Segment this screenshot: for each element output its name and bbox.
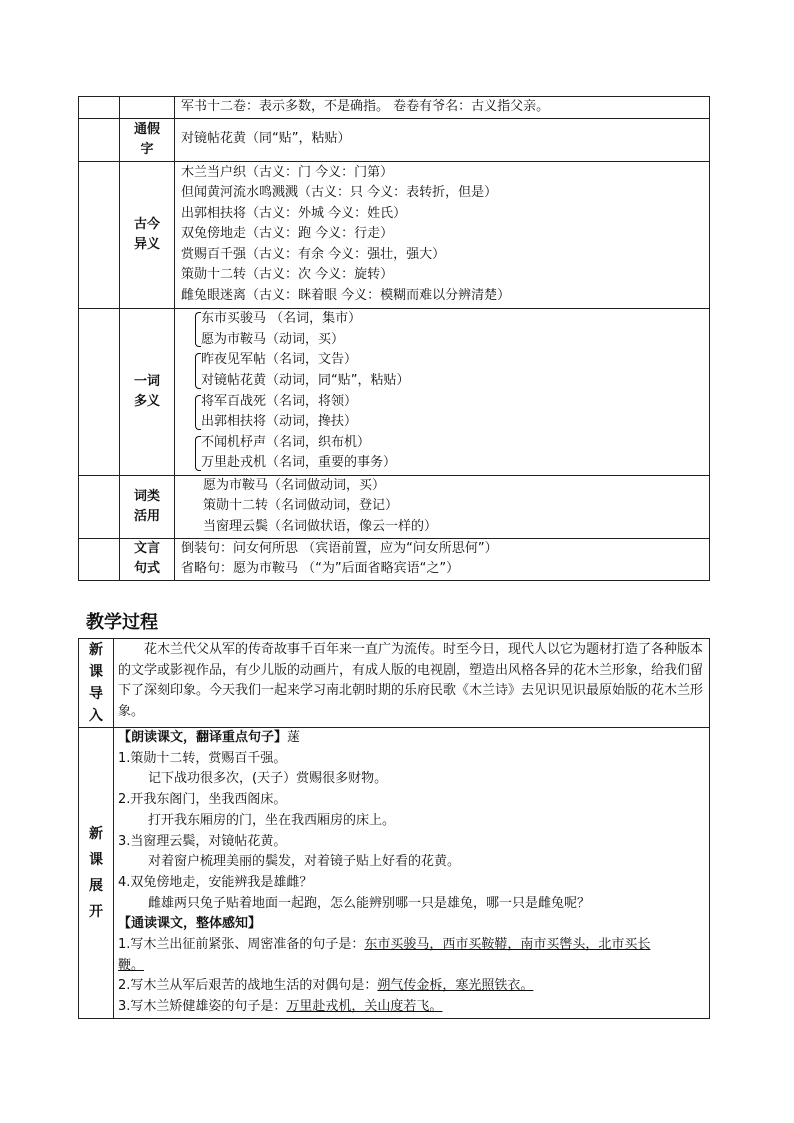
brace-icon — [195, 395, 201, 430]
meaning-line: 出郭相扶将（动词，搀扶） — [201, 414, 358, 430]
summary-answer: 鞭。 — [118, 957, 145, 973]
question-line: 2.开我东阁门，坐我西阁床。 — [118, 792, 287, 808]
develop-label: 新课展开 — [89, 825, 103, 920]
cilei-line: 策勋十二转（名词做动词，登记） — [203, 498, 399, 514]
meaning-line: 东市买骏马 （名词，集市） — [201, 311, 362, 327]
teaching-process-table — [78, 638, 710, 1019]
cilei-line: 当窗理云鬓（名词做状语，像云一样的） — [203, 518, 438, 534]
gujin-line: 赏赐百千强（古义：有余 今义：强壮，强大） — [181, 246, 446, 262]
gujin-label: 古今异义 — [133, 216, 160, 252]
summary-line: 2.写木兰从军后艰苦的战地生活的对偶句是：朔气传金柝，寒光照铁衣。 — [118, 978, 534, 994]
summary-answer: 朔气传金柝，寒光照铁衣。 — [377, 978, 534, 994]
meaning-group — [175, 309, 709, 350]
wenyan-line: 省略句：愿为市鞍马 （“为”后面省略宾语“之”） — [181, 561, 460, 577]
cilei-label: 词类活用 — [133, 488, 160, 524]
answer-line: 打开我东厢房的门，坐在我西厢房的床上。 — [148, 812, 396, 828]
intro-paragraph: 花木兰代父从军的传奇故事千百年来一直广为流传。时至今日，现代人以它为题材打造了各种版本的文学或影视作品，有少儿版的动画片，有成人版的电视剧，塑造出风格各异的花木兰形象，给我们留下了深刻印象。今天我们一起来学习南北朝时期的乐府民歌《木兰诗》去见识见识最原始版的花木兰形象。 — [118, 642, 704, 719]
wenyan-label: 文言句式 — [133, 541, 160, 577]
brace-icon — [195, 312, 201, 347]
table-row — [79, 97, 710, 119]
brace-icon — [195, 353, 201, 388]
vocabulary-table — [78, 96, 710, 581]
meaning-line: 愿为市鞍马（动词，买） — [201, 331, 345, 347]
answer-line: 记下战功很多次，(天子）赏赐很多财物。 — [148, 771, 388, 787]
summary-line — [114, 956, 709, 977]
meaning-line: 将军百战死（名词，将领） — [201, 393, 358, 409]
table-row-intro — [79, 639, 710, 728]
gujin-line: 雌兔眼迷离（古义：眯着眼 今义：模糊而难以分辨清楚） — [181, 288, 511, 304]
table-row-cilei — [79, 475, 710, 538]
answer-line: 雌雄两只兔子贴着地面一起跑，怎么能辨别哪一只是雄兔，哪一只是雌兔呢？ — [148, 895, 591, 911]
table-row-gujin — [79, 161, 710, 308]
row0-text: 军书十二卷：表示多数，不是确指。 卷卷有爷名：古义指父亲。 — [181, 99, 550, 114]
summary-answer: 东市买骏马，西市买鞍鞯，南市买辔头，北市买长 — [364, 937, 651, 953]
section-title: 【朗读课文，翻译重点句子】蒾 — [118, 730, 301, 745]
gujin-line: 木兰当户织（古义：门 今义：门第） — [181, 164, 394, 180]
meaning-line: 不闻机杼声（名词，织布机） — [201, 434, 371, 450]
summary-line: 3.写木兰矫健雄姿的句子是：万里赴戎机，关山度若飞。 — [118, 999, 443, 1015]
meaning-line: 昨夜见军帖（名词，文告） — [201, 352, 358, 368]
tongjia-label: 通假字 — [133, 121, 160, 157]
question-line: 3.当窗理云鬓，对镜帖花黄。 — [118, 833, 287, 849]
table-row-wenyan — [79, 538, 710, 580]
question-line: 1.策勋十二转，赏赐百千强。 — [118, 750, 287, 766]
tongjia-text: 对镜帖花黄（同“贴”，粘贴） — [181, 131, 351, 147]
table-row-yici — [79, 308, 710, 475]
meaning-group — [175, 350, 709, 391]
meaning-line: 对镜帖花黄（动词，同“贴”，粘贴） — [201, 373, 410, 388]
meaning-group — [175, 392, 709, 433]
table-row-develop — [79, 728, 710, 1019]
gujin-line: 策勋十二转（古义：次 今义：旋转） — [181, 267, 394, 283]
gujin-line: 双兔傍地走（古义：跑 今义：行走） — [181, 226, 394, 242]
gujin-line: 出郭相扶将（古义：外城 今义：姓氏） — [181, 205, 407, 221]
meaning-line: 万里赴戎机（名词，重要的事务） — [201, 455, 397, 471]
meaning-group — [175, 433, 709, 474]
yici-label: 一词多义 — [133, 373, 160, 409]
intro-label: 新课导入 — [89, 642, 103, 724]
section-title: 【通读课文，整体感知】 — [118, 916, 262, 932]
summary-answer: 万里赴戎机，关山度若飞。 — [286, 999, 443, 1015]
question-line: 4.双兔傍地走，安能辨我是雄雌？ — [118, 874, 313, 890]
summary-line: 1.写木兰出征前紧张、周密准备的句子是：东市买骏马，西市买鞍鞯，南市买辔头，北市买长 — [118, 937, 651, 953]
section-mark: 蒾 — [287, 730, 301, 745]
table-row-tongjia — [79, 118, 710, 161]
cilei-line: 愿为市鞍马（名词做动词，买） — [203, 477, 386, 493]
wenyan-line: 倒装句：问女何所思 （宾语前置，应为“问女所思何”） — [181, 540, 498, 556]
section-heading: 教学过程 — [86, 612, 158, 633]
gujin-line: 但闻黄河流水鸣溅溅（古义：只 今义：表转折，但是） — [181, 185, 498, 201]
brace-icon — [195, 436, 201, 471]
answer-line: 对着窗户梳理美丽的鬓发，对着镜子贴上好看的花黄。 — [148, 854, 461, 870]
